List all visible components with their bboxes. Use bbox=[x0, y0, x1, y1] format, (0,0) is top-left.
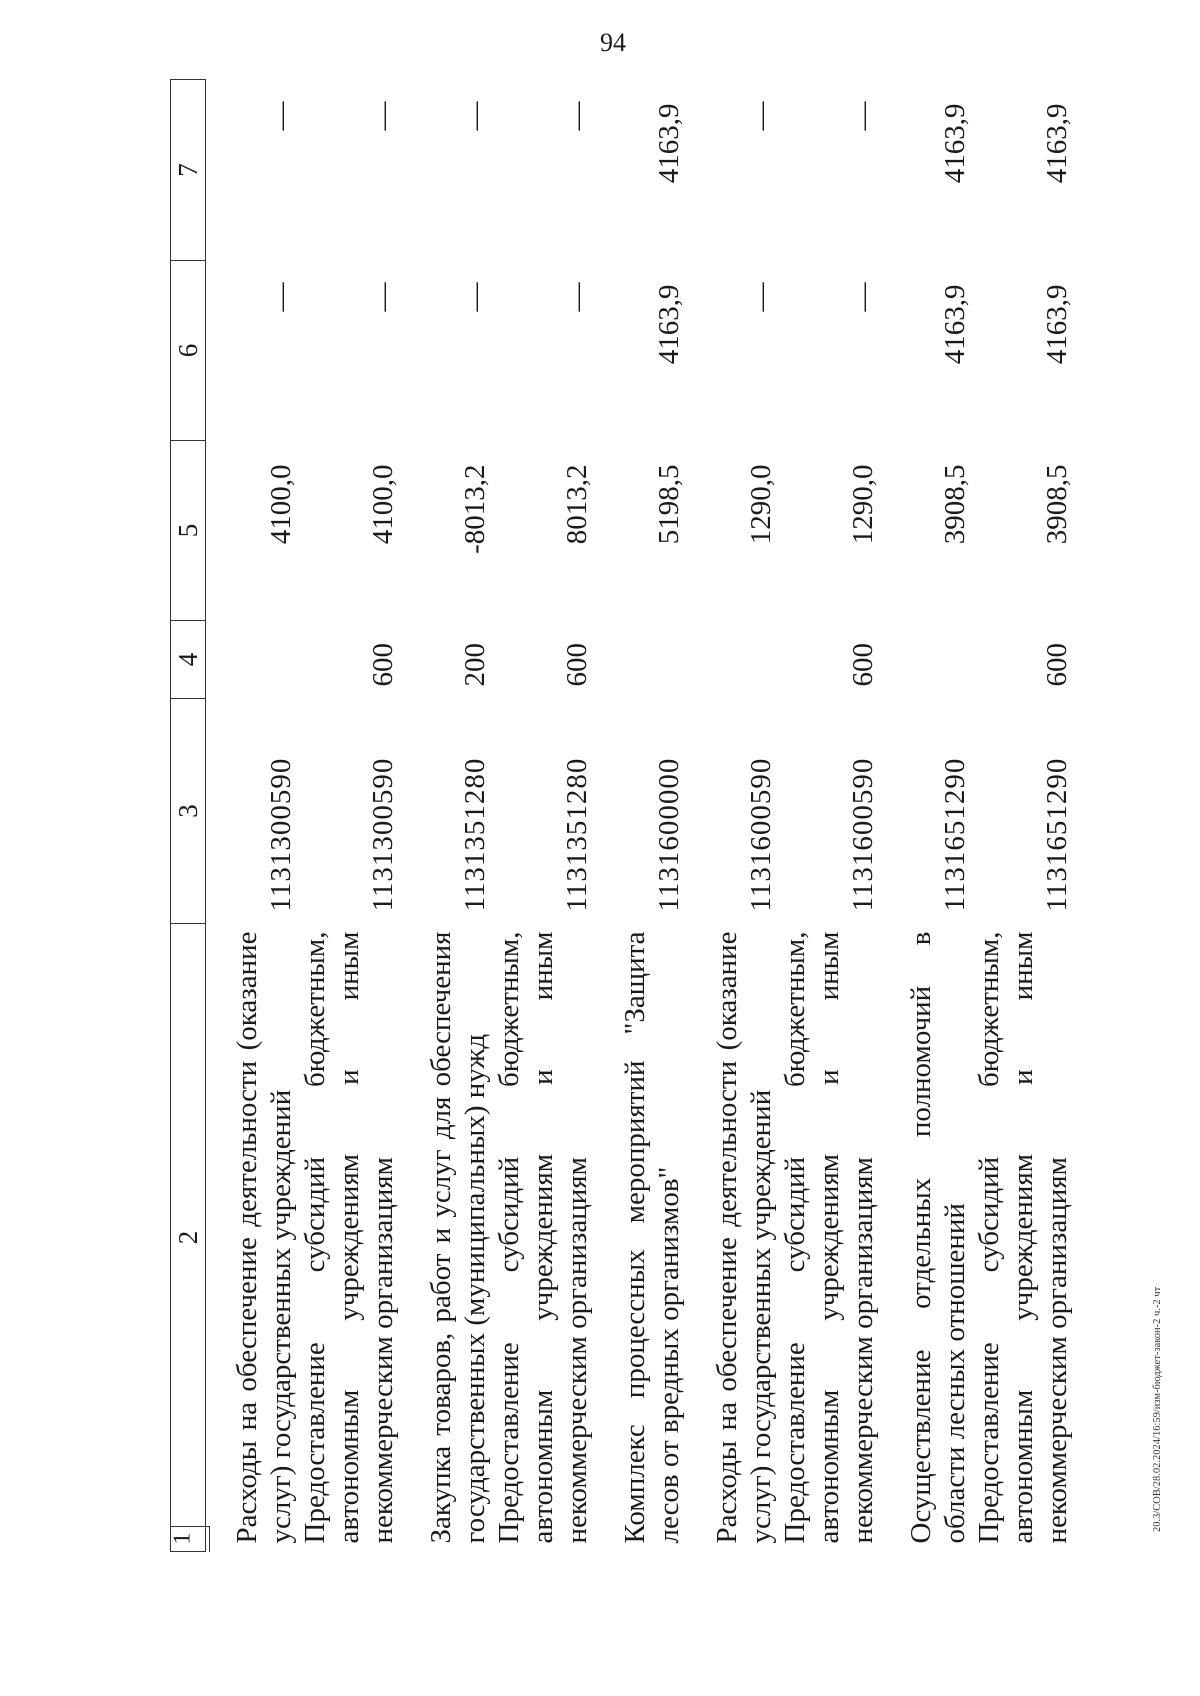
row-amount-col7: — bbox=[265, 101, 297, 131]
header-col-1: 1 bbox=[169, 1532, 196, 1545]
row-amount-col5: 1290,0 bbox=[847, 464, 879, 545]
row-amount-col5: 3908,5 bbox=[939, 464, 971, 545]
page-number: 94 bbox=[600, 28, 626, 57]
row-code: 1131351280 bbox=[459, 757, 491, 912]
row-amount-col6: — bbox=[459, 282, 491, 312]
row-amount-col7: — bbox=[459, 101, 491, 131]
row-amount-col5: 5198,5 bbox=[653, 464, 685, 545]
header-col-2: 2 bbox=[171, 924, 206, 1552]
row-amount-col7: 4163,9 bbox=[1041, 103, 1073, 184]
table-row bbox=[594, 80, 686, 1552]
row-expense-type bbox=[880, 621, 972, 699]
table-row bbox=[686, 80, 778, 1552]
document-footer-note: 20.3/СОВ/28.02.2024/16:59/изм-бюджет-закон-2 ч.-2 чт bbox=[1152, 1286, 1163, 1532]
row-amount-col7: — bbox=[367, 101, 399, 131]
row-amount-col7: — bbox=[847, 101, 879, 131]
header-col-3: 3 bbox=[171, 699, 206, 924]
row-amount-col5: 1290,0 bbox=[745, 464, 777, 545]
row-amount-col7: 4163,9 bbox=[939, 103, 971, 184]
table-body bbox=[206, 80, 1075, 1552]
table-row bbox=[880, 80, 972, 1552]
table-row bbox=[400, 80, 492, 1552]
budget-table bbox=[170, 79, 1074, 1552]
row-code: 1131651290 bbox=[1041, 757, 1073, 912]
table-row bbox=[206, 80, 299, 1552]
row-amount-col7: — bbox=[745, 101, 777, 131]
row-name: Расходы на обеспечение деятельности (оказание услуг) государственных учреждений bbox=[231, 931, 297, 1544]
table-row bbox=[298, 80, 400, 1552]
row-amount-col6: — bbox=[561, 282, 593, 312]
row-name: Предоставление субсидий бюджетным, автономным учреждениям и иным некоммерческим организациям bbox=[779, 931, 879, 1544]
row-amount-col6: — bbox=[847, 282, 879, 312]
table-row bbox=[972, 80, 1074, 1552]
row-code: 1131351280 bbox=[561, 757, 593, 912]
row-amount-col5: -8013,2 bbox=[459, 464, 491, 554]
row-amount-col6: — bbox=[265, 282, 297, 312]
row-expense-type: 600 bbox=[561, 643, 593, 687]
row-code: 1131600000 bbox=[653, 757, 685, 912]
row-amount-col7: 4163,9 bbox=[653, 103, 685, 184]
header-col-5: 5 bbox=[171, 441, 206, 621]
row-amount-col6: — bbox=[745, 282, 777, 312]
row-code: 1131300590 bbox=[265, 757, 297, 912]
row-amount-col6: 4163,9 bbox=[939, 284, 971, 365]
header-col-4: 4 bbox=[171, 621, 206, 699]
row-expense-type bbox=[206, 621, 299, 699]
row-amount-col7: — bbox=[561, 101, 593, 131]
header-col-7: 7 bbox=[171, 80, 206, 261]
row-name: Расходы на обеспечение деятельности (оказание услуг) государственных учреждений bbox=[711, 931, 777, 1544]
header-col-6: 6 bbox=[171, 261, 206, 441]
row-name: Предоставление субсидий бюджетным, автономным учреждениям и иным некоммерческим организациям bbox=[493, 931, 593, 1544]
row-amount-col5: 8013,2 bbox=[561, 464, 593, 545]
row-name: Осуществление отдельных полномочий в области лесных отношений bbox=[905, 931, 971, 1544]
row-amount-col5: 3908,5 bbox=[1041, 464, 1073, 545]
row-expense-type: 600 bbox=[1041, 643, 1073, 687]
row-code: 1131600590 bbox=[745, 757, 777, 912]
row-amount-col6: 4163,9 bbox=[1041, 284, 1073, 365]
row-code: 1131600590 bbox=[847, 757, 879, 912]
budget-table-rotated bbox=[170, 80, 1073, 1552]
table-row bbox=[492, 80, 594, 1552]
table-header-row bbox=[171, 80, 206, 1552]
row-expense-type bbox=[686, 621, 778, 699]
header-col-1-cell bbox=[170, 1526, 210, 1552]
table-row bbox=[778, 80, 880, 1552]
row-expense-type: 600 bbox=[367, 643, 399, 687]
row-name: Комплекс процессных мероприятий "Защита лесов от вредных организмов" bbox=[619, 931, 685, 1544]
row-amount-col5: 4100,0 bbox=[265, 464, 297, 545]
row-name: Предоставление субсидий бюджетным, автономным учреждениям и иным некоммерческим организациям bbox=[299, 931, 399, 1544]
row-amount-col6: 4163,9 bbox=[653, 284, 685, 365]
row-code: 1131651290 bbox=[939, 757, 971, 912]
row-name: Предоставление субсидий бюджетным, автономным учреждениям и иным некоммерческим организациям bbox=[973, 931, 1073, 1544]
row-expense-type: 600 bbox=[847, 643, 879, 687]
row-amount-col5: 4100,0 bbox=[367, 464, 399, 545]
row-code: 1131300590 bbox=[367, 757, 399, 912]
row-expense-type bbox=[594, 621, 686, 699]
row-amount-col6: — bbox=[367, 282, 399, 312]
row-name: Закупка товаров, работ и услуг для обеспечения государственных (муниципальных) нужд bbox=[425, 931, 491, 1544]
row-expense-type: 200 bbox=[459, 643, 491, 687]
